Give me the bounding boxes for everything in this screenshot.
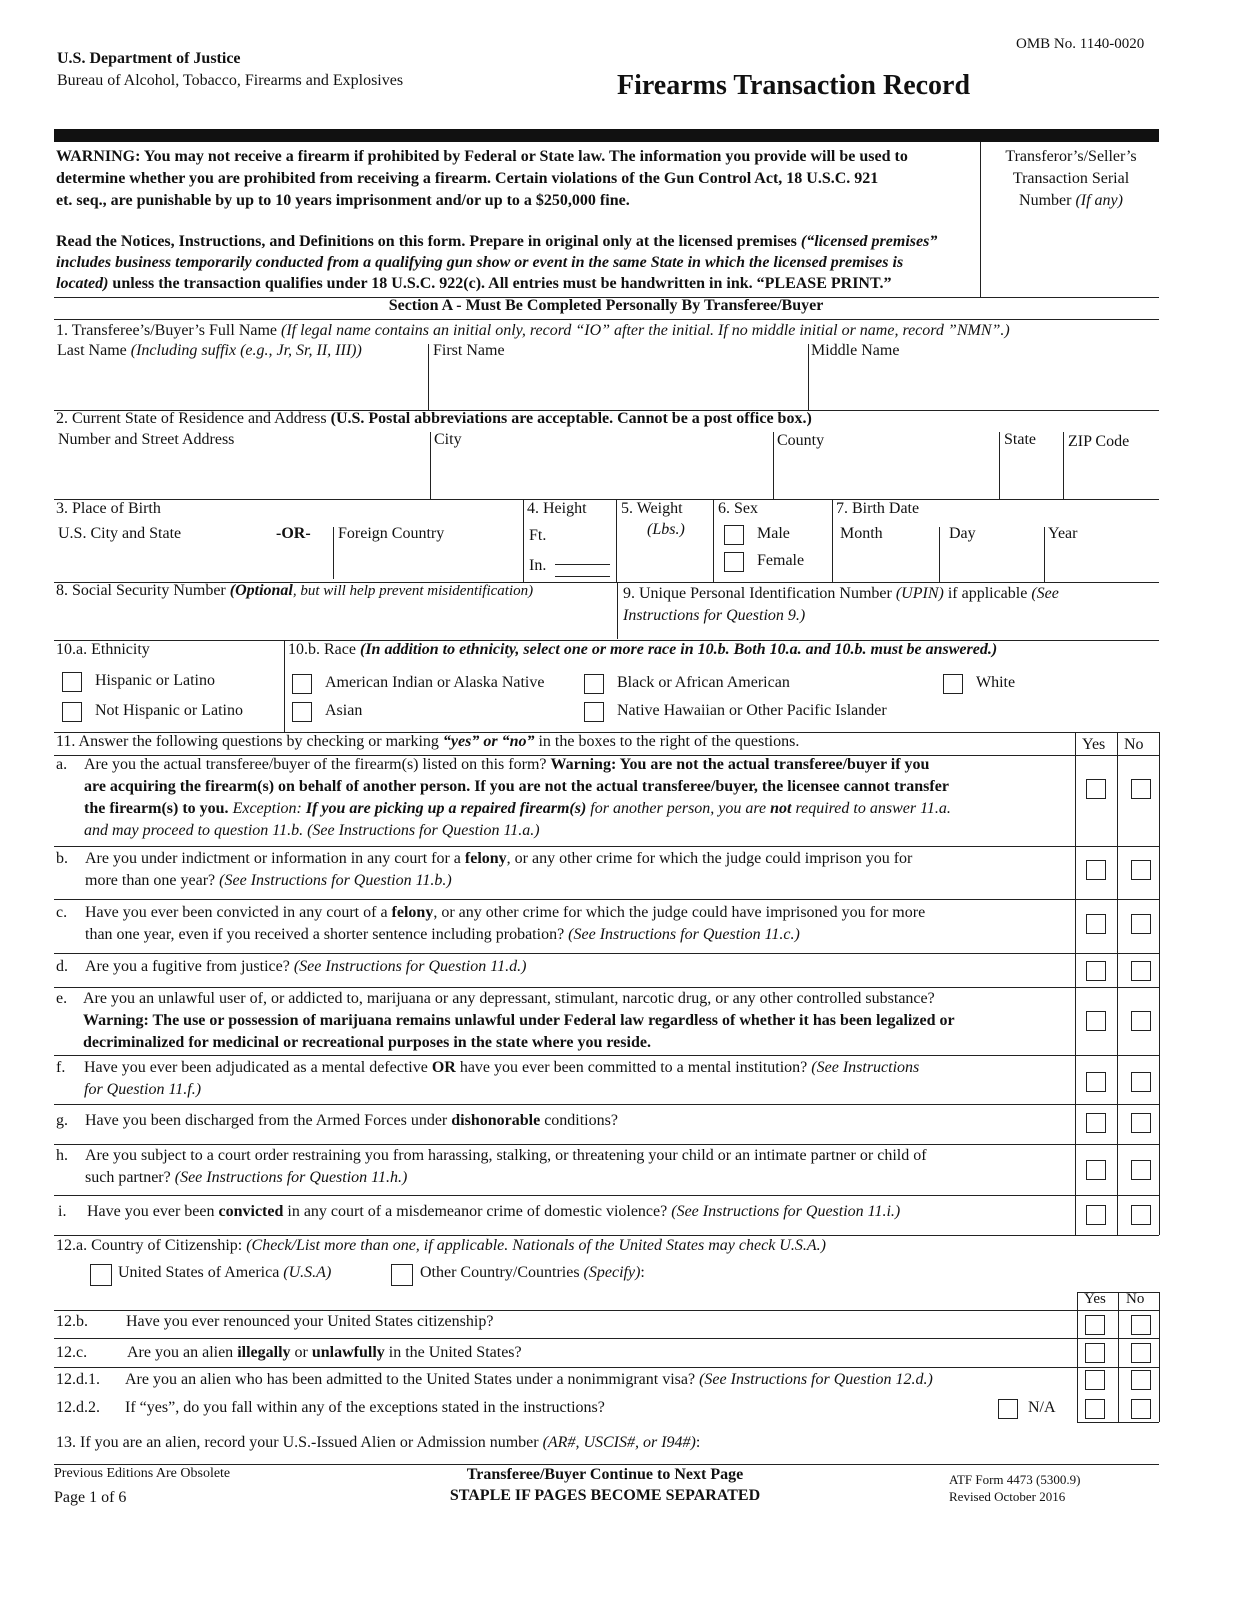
american-indian-checkbox[interactable] bbox=[292, 674, 312, 694]
q12d2-na-checkbox[interactable] bbox=[998, 1399, 1018, 1419]
q11f-no-checkbox[interactable] bbox=[1131, 1072, 1151, 1092]
q9-label: 9. Unique Personal Identification Number (UPIN) if applicable (See Instructions for Question 9.) bbox=[623, 585, 1059, 624]
alien-number-field[interactable] bbox=[760, 1432, 1156, 1456]
other-country-checkbox[interactable] bbox=[391, 1264, 413, 1286]
q11b-yes-checkbox[interactable] bbox=[1086, 860, 1106, 880]
q11d-text: Are you a fugitive from justice? (See Instructions for Question 11.d.) bbox=[85, 958, 527, 975]
male-checkbox[interactable] bbox=[724, 525, 744, 545]
county-field[interactable] bbox=[777, 454, 995, 496]
q12c-number: 12.c. bbox=[56, 1344, 88, 1361]
q11a-letter: a. bbox=[56, 756, 68, 773]
q2-label: 2. Current State of Residence and Address (U.S. Postal abbreviations are acceptable. Cannot be a post office box.) bbox=[56, 410, 812, 427]
hispanic-label: Hispanic or Latino bbox=[95, 672, 215, 689]
zip-field[interactable] bbox=[1067, 454, 1157, 496]
page-number: Page 1 of 6 bbox=[54, 1489, 127, 1506]
q11c-yes-checkbox[interactable] bbox=[1086, 914, 1106, 934]
foreign-birthplace-field[interactable] bbox=[338, 548, 518, 578]
q11g-no-checkbox[interactable] bbox=[1131, 1113, 1151, 1133]
q12-no-header: No bbox=[1126, 1291, 1145, 1307]
q11d-yes-checkbox[interactable] bbox=[1086, 961, 1106, 981]
hispanic-checkbox[interactable] bbox=[62, 672, 82, 692]
feet-label: Ft. bbox=[529, 527, 547, 544]
form-number: ATF Form 4473 (5300.9) bbox=[949, 1472, 1081, 1487]
q11e-letter: e. bbox=[56, 990, 68, 1007]
q10b-label: 10.b. Race (In addition to ethnicity, select one or more race in 10.b. Both 10.a. and 10.b. must be answered.) bbox=[288, 641, 998, 658]
q4-label: 4. Height bbox=[527, 500, 587, 517]
q11b-text: Are you under indictment or information in any court for a felony, or any other crime for which the judge could imprison you for more than one year? (See Instructions for Question 11.b.) bbox=[85, 850, 913, 889]
county-label: County bbox=[777, 432, 825, 449]
q11e-text: Are you an unlawful user of, or addicted to, marijuana or any depressant, stimulant, narcotic drug, or any other controlled substance? Warning: The use or possession of marijuana remains unlawful under Federal law regardless of whether it has been legalized or decriminalized for medicinal or recreational purposes in the state where you reside. bbox=[83, 990, 955, 1051]
header-bar bbox=[54, 129, 1159, 142]
inches-label: In. bbox=[529, 557, 547, 574]
q12d2-text: If “yes”, do you fall within any of the exceptions stated in the instructions? bbox=[125, 1399, 605, 1416]
page-title: Firearms Transaction Record bbox=[617, 70, 971, 101]
q12c-text: Are you an alien illegally or unlawfully in the United States? bbox=[127, 1344, 522, 1361]
year-label: Year bbox=[1048, 525, 1078, 542]
state-label: State bbox=[1004, 431, 1036, 448]
or-label: -OR- bbox=[276, 525, 311, 542]
q8-label: 8. Social Security Number (Optional, but will help prevent misidentification) bbox=[56, 582, 534, 599]
q11e-yes-checkbox[interactable] bbox=[1086, 1011, 1106, 1031]
q11g-letter: g. bbox=[56, 1112, 68, 1129]
q12b-yes-checkbox[interactable] bbox=[1085, 1315, 1105, 1335]
q11i-letter: i. bbox=[58, 1203, 67, 1220]
q11i-text: Have you ever been convicted in any court of a misdemeanor crime of domestic violence? (See Instructions for Question 11.i.) bbox=[87, 1203, 901, 1220]
q11g-text: Have you been discharged from the Armed Forces under dishonorable conditions? bbox=[85, 1112, 618, 1129]
q11b-letter: b. bbox=[56, 850, 68, 867]
q12a-label: 12.a. Country of Citizenship: (Check/List more than one, if applicable. Nationals of the United States may check U.S.A.) bbox=[56, 1237, 826, 1254]
q12d1-number: 12.d.1. bbox=[56, 1371, 100, 1388]
na-label: N/A bbox=[1028, 1399, 1056, 1416]
warning-text: WARNING: You may not receive a firearm if prohibited by Federal or State law. The information you provide will be used to determine whether you are prohibited from receiving a firearm. Certain violations of the Gun Control Act, 18 U.S.C. 921 et. seq., are punishable by up to 10 years imprisonment and/or up to a $250,000 fine. bbox=[56, 148, 908, 209]
serial-number-box: Transferor’s/Seller’s Transaction Serial Number (If any) bbox=[1005, 148, 1137, 209]
q12-yes-header: Yes bbox=[1084, 1291, 1106, 1307]
asian-checkbox[interactable] bbox=[292, 702, 312, 722]
omb-number: OMB No. 1140-0020 bbox=[1016, 36, 1145, 52]
q6-label: 6. Sex bbox=[718, 500, 758, 517]
middle-name-label: Middle Name bbox=[811, 342, 900, 359]
american-indian-label: American Indian or Alaska Native bbox=[325, 674, 545, 691]
bureau: Bureau of Alcohol, Tobacco, Firearms and Explosives bbox=[57, 72, 404, 89]
month-label: Month bbox=[840, 525, 883, 542]
staple-note: STAPLE IF PAGES BECOME SEPARATED bbox=[449, 1487, 761, 1504]
usa-checkbox[interactable] bbox=[90, 1264, 112, 1286]
q11f-letter: f. bbox=[56, 1059, 66, 1076]
q1-label: 1. Transferee’s/Buyer’s Full Name (If legal name contains an initial only, record “IO” after the initial. If no middle initial or name, record ”NMN”.) bbox=[56, 322, 1010, 339]
state-field[interactable] bbox=[1003, 454, 1059, 496]
read-instructions: Read the Notices, Instructions, and Definitions on this form. Prepare in original only at the licensed premises (“licensed premises” includes business temporarily conducted from a qualifying gun show or event in the same State in which the licensed premises is located) unless the transaction qualifies under 18 U.S.C. 922(c). All entries must be handwritten in ink. “PLEASE PRINT.” bbox=[56, 233, 938, 292]
q11h-text: Are you subject to a court order restraining you from harassing, stalking, or threatening your child or an intimate partner or child of such partner? (See Instructions for Question 11.h.) bbox=[85, 1147, 927, 1186]
birth-month-field[interactable] bbox=[840, 548, 936, 578]
q11h-yes-checkbox[interactable] bbox=[1086, 1160, 1106, 1180]
other-country-field[interactable] bbox=[672, 1262, 1152, 1288]
last-name-field[interactable] bbox=[57, 364, 425, 408]
ssn-field[interactable] bbox=[58, 606, 610, 636]
q12d1-yes-checkbox[interactable] bbox=[1085, 1370, 1105, 1390]
department: U.S. Department of Justice bbox=[57, 50, 241, 67]
q12b-text: Have you ever renounced your United States citizenship? bbox=[126, 1313, 494, 1330]
city-field[interactable] bbox=[434, 454, 770, 496]
street-label: Number and Street Address bbox=[58, 431, 235, 448]
middle-name-field[interactable] bbox=[812, 364, 1158, 408]
female-label: Female bbox=[757, 552, 805, 569]
usa-label: United States of America (U.S.A) bbox=[118, 1264, 332, 1281]
q11a-no-checkbox[interactable] bbox=[1131, 779, 1151, 799]
native-hawaiian-checkbox[interactable] bbox=[584, 702, 604, 722]
q11a-yes-checkbox[interactable] bbox=[1086, 779, 1106, 799]
male-label: Male bbox=[757, 525, 790, 542]
q11d-no-checkbox[interactable] bbox=[1131, 961, 1151, 981]
q12d1-no-checkbox[interactable] bbox=[1131, 1370, 1151, 1390]
q5-label: 5. Weight bbox=[621, 500, 683, 517]
q12d2-yes-checkbox[interactable] bbox=[1085, 1399, 1105, 1419]
native-hawaiian-label: Native Hawaiian or Other Pacific Islander bbox=[617, 702, 887, 719]
white-checkbox[interactable] bbox=[943, 674, 963, 694]
q12c-yes-checkbox[interactable] bbox=[1085, 1343, 1105, 1363]
weight-field[interactable] bbox=[621, 544, 709, 578]
q12c-no-checkbox[interactable] bbox=[1131, 1343, 1151, 1363]
female-checkbox[interactable] bbox=[724, 552, 744, 572]
not-hispanic-label: Not Hispanic or Latino bbox=[95, 702, 243, 719]
asian-label: Asian bbox=[325, 702, 363, 719]
q12b-no-checkbox[interactable] bbox=[1131, 1315, 1151, 1335]
q11e-no-checkbox[interactable] bbox=[1131, 1011, 1151, 1031]
black-checkbox[interactable] bbox=[584, 674, 604, 694]
q10a-label: 10.a. Ethnicity bbox=[56, 641, 150, 658]
city-label: City bbox=[434, 431, 462, 448]
q12d1-text: Are you an alien who has been admitted to the United States under a nonimmigrant visa? (See Instructions for Question 12.d.) bbox=[125, 1371, 933, 1388]
not-hispanic-checkbox[interactable] bbox=[62, 702, 82, 722]
other-country-label: Other Country/Countries (Specify): bbox=[420, 1264, 645, 1281]
q11d-letter: d. bbox=[56, 958, 68, 975]
birth-day-field[interactable] bbox=[944, 548, 1040, 578]
q12d2-no-checkbox[interactable] bbox=[1131, 1399, 1151, 1419]
zip-label: ZIP Code bbox=[1068, 433, 1130, 450]
last-name-label: Last Name (Including suffix (e.g., Jr, Sr, II, III)) bbox=[57, 342, 362, 359]
us-city-state-label: U.S. City and State bbox=[58, 525, 182, 542]
q13-label: 13. If you are an alien, record your U.S.-Issued Alien or Admission number (AR#, USCIS#, or I94#): bbox=[56, 1434, 701, 1451]
yes-header: Yes bbox=[1082, 736, 1106, 753]
q7-label: 7. Birth Date bbox=[836, 500, 920, 517]
first-name-field[interactable] bbox=[432, 364, 804, 408]
q12b-number: 12.b. bbox=[56, 1313, 88, 1330]
birth-year-field[interactable] bbox=[1049, 548, 1157, 578]
q3-label: 3. Place of Birth bbox=[56, 500, 161, 517]
q11c-no-checkbox[interactable] bbox=[1131, 914, 1151, 934]
q11g-yes-checkbox[interactable] bbox=[1086, 1113, 1106, 1133]
q11b-no-checkbox[interactable] bbox=[1131, 860, 1151, 880]
black-label: Black or African American bbox=[617, 674, 790, 691]
first-name-label: First Name bbox=[433, 342, 505, 359]
height-inches-field[interactable] bbox=[555, 556, 610, 577]
weight-unit: (Lbs.) bbox=[647, 521, 685, 538]
street-field[interactable] bbox=[58, 454, 426, 496]
q11c-letter: c. bbox=[56, 904, 68, 921]
us-birthplace-field[interactable] bbox=[58, 548, 328, 578]
q11h-letter: h. bbox=[56, 1147, 68, 1164]
day-label: Day bbox=[949, 525, 976, 542]
continue-note: Transferee/Buyer Continue to Next Page bbox=[466, 1466, 744, 1483]
foreign-country-label: Foreign Country bbox=[338, 525, 445, 542]
white-label: White bbox=[976, 674, 1016, 691]
obsolete-note: Previous Editions Are Obsolete bbox=[54, 1466, 231, 1481]
q11h-no-checkbox[interactable] bbox=[1131, 1160, 1151, 1180]
q11-intro: 11. Answer the following questions by checking or marking “yes” or “no” in the boxes to the right of the questions. bbox=[56, 733, 800, 750]
section-a-title: Section A - Must Be Completed Personally By Transferee/Buyer bbox=[388, 297, 824, 314]
q11c-text: Have you ever been convicted in any court of a felony, or any other crime for which the judge could have imprisoned you for more than one year, even if you received a shorter sentence including probation? (See Instructions for Question 11.c.) bbox=[85, 904, 926, 943]
no-header: No bbox=[1124, 736, 1144, 753]
q11f-text: Have you ever been adjudicated as a mental defective OR have you ever been committed to a mental institution? (See Instructions for Question 11.f.) bbox=[84, 1059, 920, 1098]
q11i-no-checkbox[interactable] bbox=[1131, 1205, 1151, 1225]
q12d2-number: 12.d.2. bbox=[56, 1399, 100, 1416]
q11f-yes-checkbox[interactable] bbox=[1086, 1072, 1106, 1092]
revision-date: Revised October 2016 bbox=[949, 1489, 1066, 1504]
q11a-text: Are you the actual transferee/buyer of the firearm(s) listed on this form? Warning: You are not the actual transferee/buyer if you are acquiring the firearm(s) on behalf of another person. If you are not the actual transferee/buyer, the licensee cannot transfer the firearm(s) to you. Exception: If you are picking up a repaired firearm(s) for another person, you are not required to answer 11.a. and may proceed to question 11.b. (See Instructions for Question 11.a.) bbox=[84, 756, 951, 839]
q11i-yes-checkbox[interactable] bbox=[1086, 1205, 1106, 1225]
